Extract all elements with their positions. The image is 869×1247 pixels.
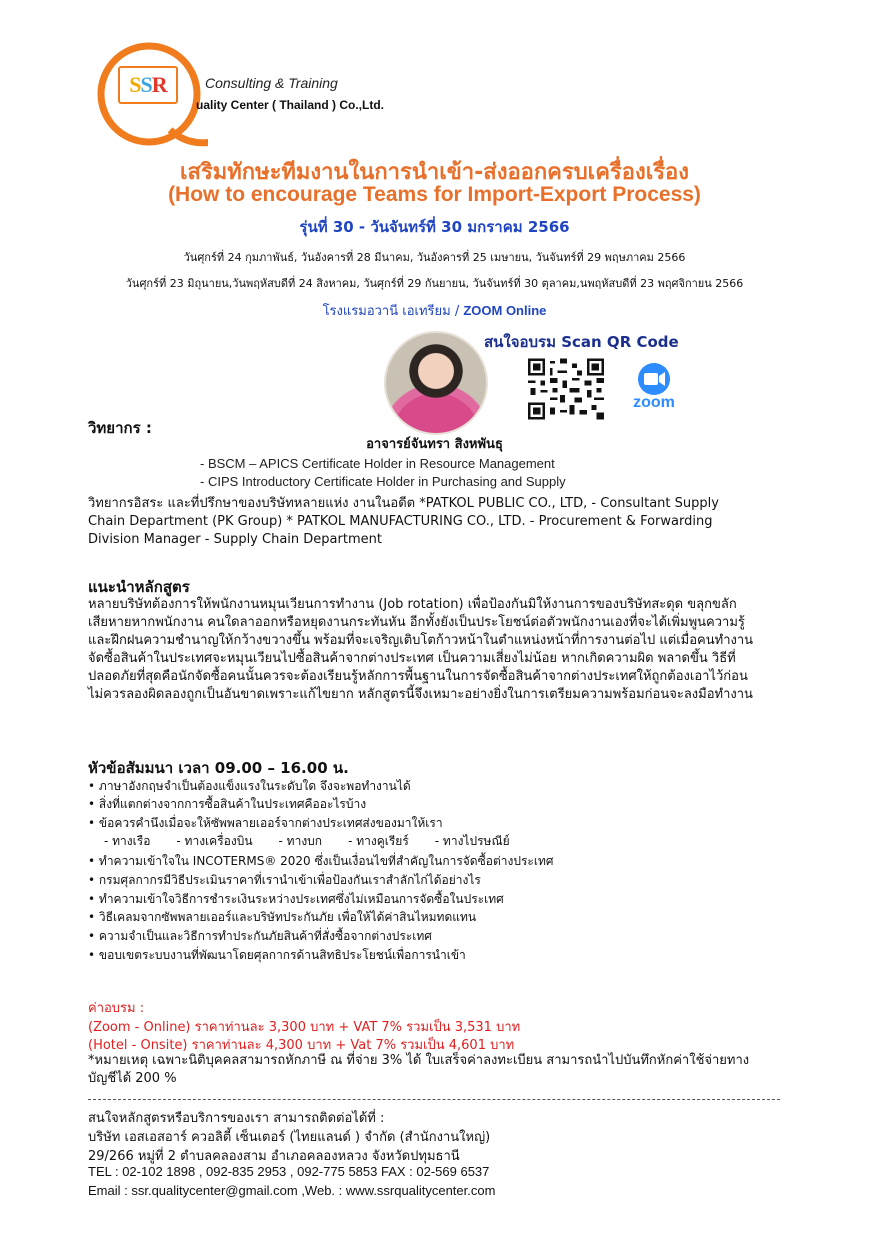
fee-hotel: (Hotel - Onsite) ราคาท่านละ 4,300 บาท + Vat 7% รวมเป็น 4,601 บาท — [88, 1038, 515, 1053]
contact-intro: สนใจหลักสูตรหรือบริการของเรา สามารถติดต่อได้ที่ : — [88, 1111, 385, 1126]
zoom-logo — [622, 362, 686, 414]
speaker-bio: วิทยากรอิสระ และที่ปรึกษาของบริษัทหลายแห่ง งานในอดีต *PATKOL PUBLIC CO., LTD, - Consultant Supply Chain Department (PK Group) * PATKOL MANUFACTURING CO., LTD. - Procurement & Forwarding Division Manager - Supply Chain Department — [88, 496, 719, 547]
venue-online: ZOOM Online — [463, 303, 547, 318]
shipping-mode: - ทางคูเรียร์ — [348, 834, 409, 848]
fee-note: *หมายเหตุ เฉพาะนิติบุคคลสามารถหักภาษี ณ ที่จ่าย 3% ได้ ใบเสร็จค่าลงทะเบียน สามารถนำไปบันทึกหักค่าใช้จ่ายทางบัญชีได้ 200 % — [88, 1053, 750, 1086]
qr-code-icon[interactable] — [528, 358, 604, 420]
list-item: • สิ่งที่แตกต่างจากการซื้อสินค้าในประเทศคืออะไรบ้าง — [88, 795, 788, 813]
list-item: • ทำความเข้าใจใน INCOTERMS® 2020 ซึ่งเป็นเงื่อนไขที่สำคัญในการจัดซื้อต่างประเทศ — [88, 852, 788, 871]
venue-hotel: โรงแรมอวานี เอเทรียม — [322, 304, 451, 319]
list-item: • ขอบเขตระบบงานที่พัฒนาโดยศุลกากรด้านสิทธิประโยชน์เพื่อการนำเข้า — [88, 946, 788, 965]
shipping-mode: - ทางเรือ — [104, 834, 151, 848]
speaker-credential-1: - BSCM – APICS Certificate Holder in Resource Management — [200, 456, 555, 471]
list-item: • วิธีเคลมจากซัพพลายเออร์และบริษัทประกันภัย เพื่อให้ได้ค่าสินไหมทดแทน — [88, 908, 788, 927]
shipping-mode: - ทางไปรษณีย์ — [434, 834, 510, 848]
company-name: uality Center ( Thailand ) Co.,Ltd. — [196, 98, 385, 112]
intro-heading: แนะนำหลักสูตร — [88, 578, 190, 596]
schedule-dates-line-2: วันศุกร์ที่ 23 มิถุนายน,วันพฤหัสบดีที่ 24 สิงหาคม, วันศุกร์ที่ 29 กันยายน, วันจันทร์ที่ 30 ตุลาคม,นพฤหัสบดีที่ 23 พฤศจิกายน 2566 — [125, 277, 744, 290]
speaker-credential-2: - CIPS Introductory Certificate Holder in Purchasing and Supply — [200, 474, 566, 489]
tagline: Consulting & Training — [205, 75, 338, 91]
list-item: • ความจำเป็นและวิธีการทำประกันภัยสินค้าที่สั่งซื้อจากต่างประเทศ — [88, 927, 788, 946]
fee-heading: ค่าอบรม : — [88, 1001, 145, 1016]
zoom-wordmark: zoom — [633, 394, 675, 411]
fee-zoom: (Zoom - Online) ราคาท่านละ 3,300 บาท + VAT 7% รวมเป็น 3,531 บาท — [88, 1020, 521, 1035]
topics-list-a — [88, 777, 788, 832]
zoom-camera-icon — [628, 362, 692, 396]
session-date: รุ่นที่ 30 - วันจันทร์ที่ 30 มกราคม 2566 — [299, 218, 570, 236]
venue-separator: / — [450, 304, 464, 319]
list-item: • กรมศุลกากรมีวิธีประเมินราคาที่เรานำเข้าเพื่อป้องกันเราสำลักไก่ได้อย่างไร — [88, 871, 788, 890]
list-item: • ภาษาอังกฤษจำเป็นต้องแข็งแรงในระดับใด จึงจะพอทำงานได้ — [88, 777, 788, 795]
speaker-name: อาจารย์จันทรา สิงหพันธุ — [366, 437, 503, 452]
schedule-dates-line-1: วันศุกร์ที่ 24 กุมภาพันธ์, วันอังคารที่ 28 มีนาคม, วันอังคารที่ 25 เมษายน, วันจันทร์ที่ 29 พฤษภาคม 2566 — [183, 251, 686, 264]
contact-address: 29/266 หมู่ที่ 2 ตำบลคลองสาม อำเภอคลองหลวง จังหวัดปทุมธานี — [88, 1149, 460, 1164]
qr-label: สนใจอบรม Scan QR Code — [484, 333, 679, 351]
course-title-thai: เสริมทักษะทีมงานในการนำเข้า-ส่งออกครบเครื่องเรื่อง — [180, 160, 689, 185]
speaker-heading: วิทยากร : — [88, 419, 152, 437]
topics-heading: หัวข้อสัมมนา เวลา 09.00 – 16.00 น. — [88, 759, 349, 777]
venue — [0, 300, 869, 321]
topics-list-b — [88, 852, 788, 965]
shipping-mode: - ทางบก — [278, 834, 323, 848]
shipping-mode: - ทางเครื่องบิน — [176, 834, 253, 848]
logo-ssr-text: SSR — [118, 66, 178, 104]
contact-company: บริษัท เอสเอสอาร์ ควอลิตี้ เซ็นเตอร์ (ไทยแลนด์ ) จำกัด (สำนักงานใหญ่) — [88, 1130, 491, 1145]
list-item: • ทำความเข้าใจวิธีการชำระเงินระหว่างประเทศซึ่งไม่เหมือนการจัดซื้อในประเทศ — [88, 890, 788, 909]
shipping-modes — [104, 832, 764, 851]
contact-email-web[interactable]: Email : ssr.qualitycenter@gmail.com ,Web. : www.ssrqualitycenter.com — [88, 1183, 496, 1198]
contact-phones: TEL : 02-102 1898 , 092-835 2953 , 092-775 5853 FAX : 02-569 6537 — [88, 1164, 490, 1179]
course-title-english: (How to encourage Teams for Import-Export Process) — [168, 183, 701, 206]
divider — [88, 1099, 780, 1100]
speaker-photo — [384, 331, 488, 435]
intro-body: หลายบริษัทต้องการให้พนักงานหมุนเวียนการทำงาน (Job rotation) เพื่อป้องกันมิให้งานการของบริษัทสะดุด ขลุกขลักเสียหายหากพนักงาน คนใดลาออกหรือหยุดงานกระทันหัน อีกทั้งยังเป็นประโยชน์ต่อตัวพนักงานเองที่จะได้เพิ่มพูนความรู้และฝึกฝนความชำนาญให้กว้างขวางขึ้น พร้อมที่จะเจริญเติบโตก้าวหน้าในตำแหน่งหน้าที่การงานต่อไป แต่เมื่อคนทำงานจัดซื้อสินค้าในประเทศจะหมุนเวียนไปซื้อสินค้าจากต่างประเทศ เป็นความเสี่ยงไม่น้อย หากเกิดความผิด พลาดขึ้น วิธีที่ปลอดภัยที่สุดคือนักจัดซื้อคนนั้นควรจะต้องเรียนรู้หลักการพื้นฐานในการจัดซื้อสินค้าจากต่างประเทศให้ถูกต้องเอาไว้ก่อน ไม่ควรลองผิดลองถูกเป็นอันขาดเพราะแก้ไขยาก หลักสูตรนี้จึงเหมาะอย่างยิ่งในการเตรียมความพร้อมก่อนจะลงมือทำงาน — [88, 597, 754, 702]
list-item: • ข้อควรคำนึงเมื่อจะให้ซัพพลายเออร์จากต่างประเทศส่งของมาให้เรา — [88, 814, 788, 832]
